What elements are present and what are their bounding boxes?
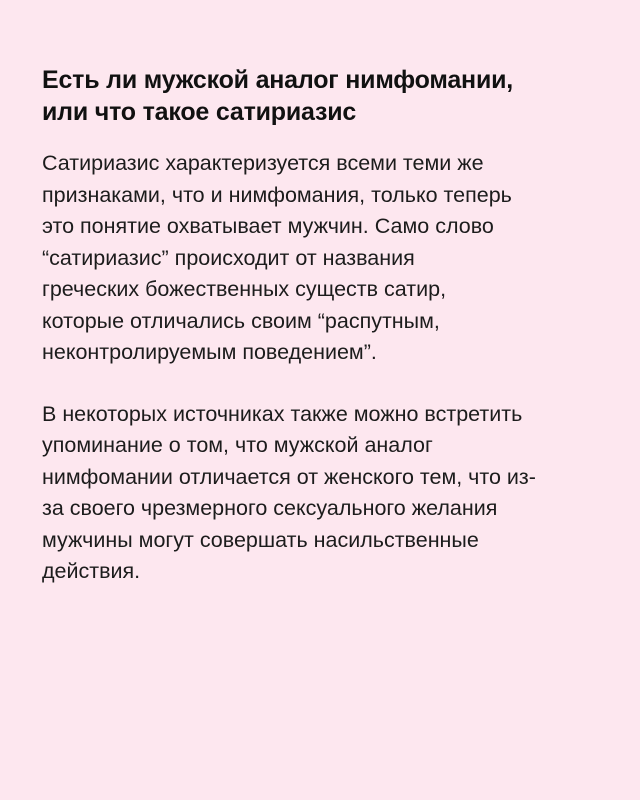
paragraph-line: упоминание о том, что мужской аналог xyxy=(42,433,433,457)
paragraph-line: которые отличались своим “распутным, xyxy=(42,308,440,333)
article-paragraph-2 xyxy=(42,399,600,588)
paragraph-line: признаками, что и нимфомания, только теперь xyxy=(42,182,512,207)
paragraph-line: мужчины могут совершать насильственные xyxy=(42,527,479,552)
paragraph-line: это понятие охватывает мужчин. Само слово xyxy=(42,214,494,238)
article-title-line: Есть ли мужской аналог нимфомании, xyxy=(42,66,514,94)
paragraph-line: действия. xyxy=(42,559,141,583)
paragraph-line: В некоторых источниках также можно встретить xyxy=(42,401,523,426)
article-paragraph-1 xyxy=(42,148,600,369)
article-title xyxy=(42,64,600,128)
paragraph-line: нимфомании отличается от женского тем, что из- xyxy=(42,464,536,489)
paragraph-line: греческих божественных существ сатир, xyxy=(42,277,447,301)
paragraph-line: “сатириазис” происходит от названия xyxy=(42,245,415,270)
paragraph-line: Сатириазис характеризуется всеми теми же xyxy=(42,151,484,175)
paragraph-line: неконтролируемым поведением”. xyxy=(42,340,377,364)
article-title-line: или что такое сатириазис xyxy=(42,98,357,126)
paragraph-line: за своего чрезмерного сексуального желания xyxy=(42,496,498,520)
